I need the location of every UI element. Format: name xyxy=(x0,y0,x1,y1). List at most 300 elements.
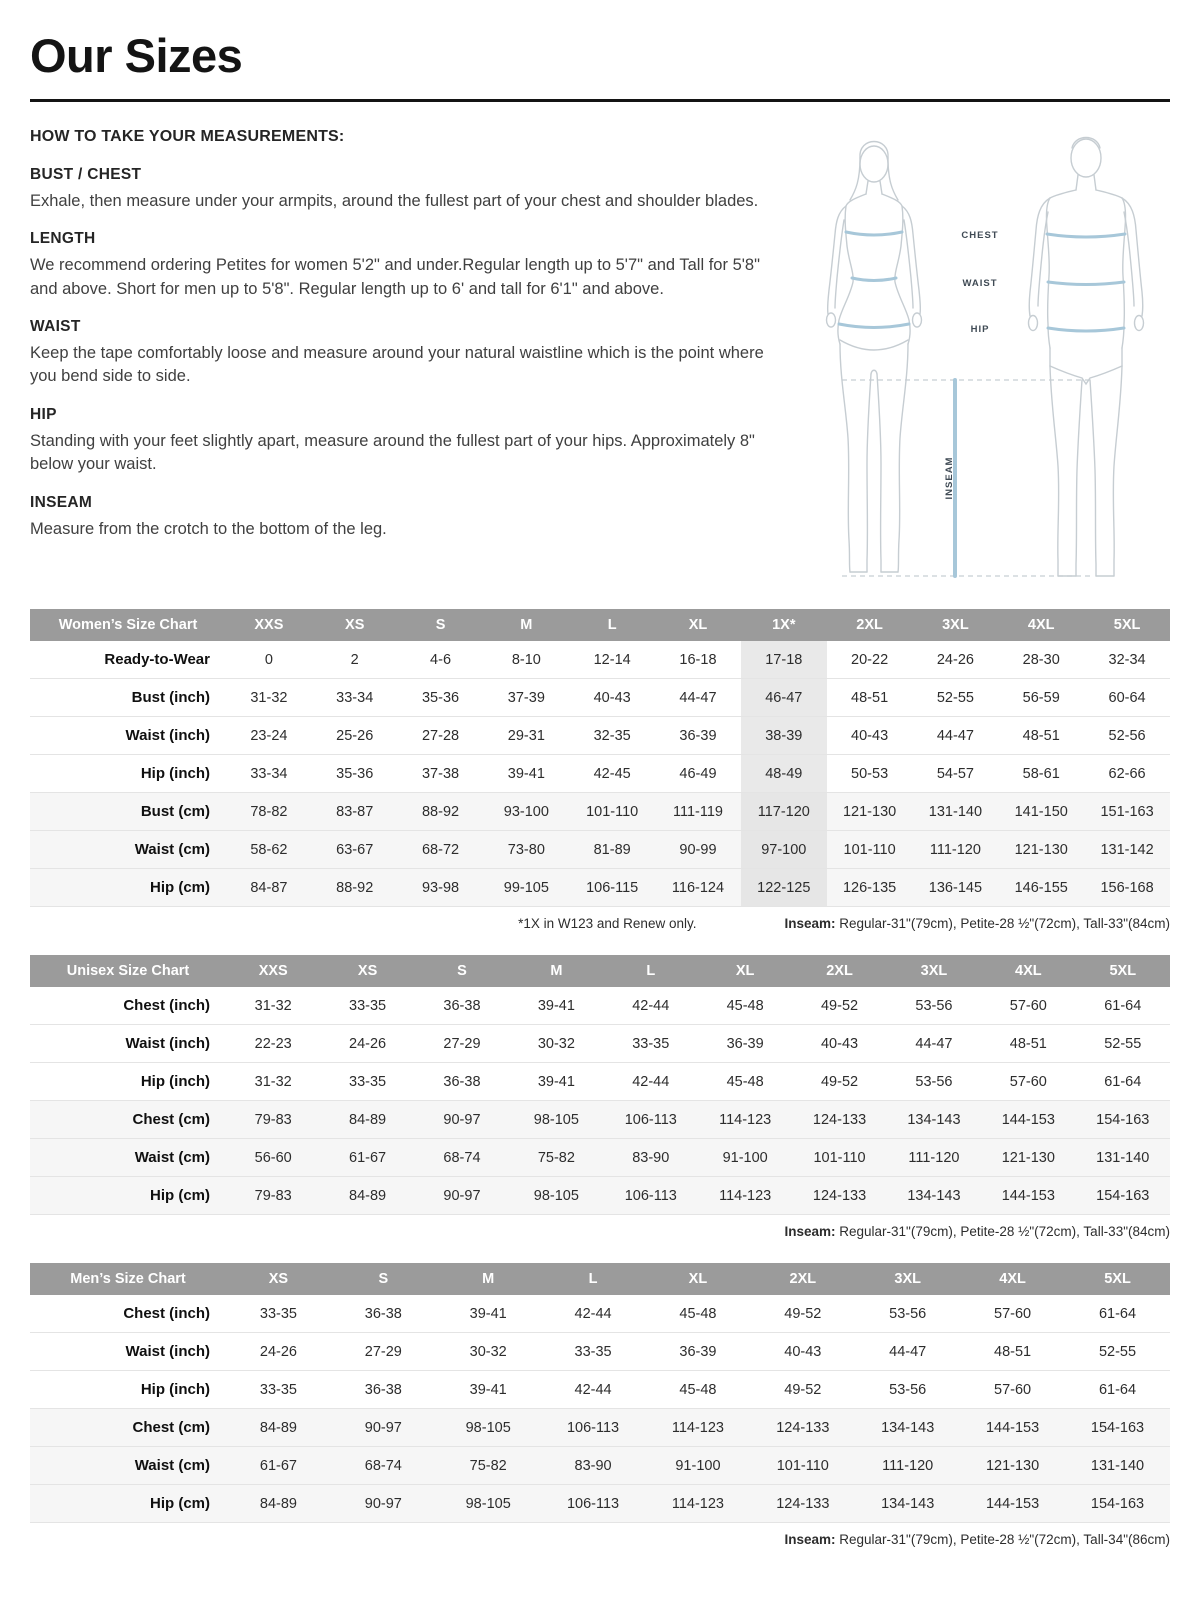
instructions-heading: HOW TO TAKE YOUR MEASUREMENTS: xyxy=(30,128,345,145)
value-cell: 68-74 xyxy=(415,1139,509,1177)
value-cell: 131-140 xyxy=(1076,1139,1170,1177)
value-cell: 33-35 xyxy=(226,1295,331,1333)
header-row xyxy=(30,1263,1170,1295)
column-header: M xyxy=(483,609,569,641)
section-body: Measure from the crotch to the bottom of the leg. xyxy=(30,519,387,538)
value-cell: 131-140 xyxy=(1065,1447,1170,1485)
value-cell: 39-41 xyxy=(483,755,569,793)
column-header: 3XL xyxy=(855,1263,960,1295)
value-cell: 93-98 xyxy=(398,869,484,907)
value-cell: 2 xyxy=(312,641,398,679)
table-row xyxy=(30,1371,1170,1409)
value-cell: 23-24 xyxy=(226,717,312,755)
value-cell: 68-74 xyxy=(331,1447,436,1485)
value-cell: 90-97 xyxy=(331,1409,436,1447)
value-cell: 90-97 xyxy=(415,1101,509,1139)
value-cell: 53-56 xyxy=(887,987,981,1025)
value-cell: 37-38 xyxy=(398,755,484,793)
value-cell: 44-47 xyxy=(913,717,999,755)
header-row xyxy=(30,609,1170,641)
value-cell: 38-39 xyxy=(741,717,827,755)
value-cell: 33-34 xyxy=(312,679,398,717)
value-cell: 106-113 xyxy=(541,1409,646,1447)
value-cell: 88-92 xyxy=(398,793,484,831)
value-cell: 27-28 xyxy=(398,717,484,755)
section-body: Keep the tape comfortably loose and measure around your natural waistline which is the point where you bend side to side. xyxy=(30,343,764,386)
section-title: BUST / CHEST xyxy=(30,165,142,183)
table-row xyxy=(30,641,1170,679)
column-header: 2XL xyxy=(827,609,913,641)
column-header: S xyxy=(398,609,484,641)
value-cell: 83-90 xyxy=(604,1139,698,1177)
section-title: LENGTH xyxy=(30,230,96,248)
row-label: Waist (cm) xyxy=(30,831,226,869)
value-cell: 48-51 xyxy=(998,717,1084,755)
section-title: WAIST xyxy=(30,317,81,335)
womens-size-chart-table xyxy=(30,609,1170,907)
value-cell: 32-34 xyxy=(1084,641,1170,679)
section-title: HIP xyxy=(30,405,57,423)
table-row xyxy=(30,831,1170,869)
column-header: XL xyxy=(646,1263,751,1295)
row-label: Chest (cm) xyxy=(30,1409,226,1447)
value-cell: 4-6 xyxy=(398,641,484,679)
value-cell: 28-30 xyxy=(998,641,1084,679)
value-cell: 61-64 xyxy=(1065,1295,1170,1333)
value-cell: 90-99 xyxy=(655,831,741,869)
value-cell: 61-64 xyxy=(1065,1371,1170,1409)
value-cell: 99-105 xyxy=(483,869,569,907)
value-cell: 154-163 xyxy=(1065,1485,1170,1523)
value-cell: 58-62 xyxy=(226,831,312,869)
value-cell: 31-32 xyxy=(226,1063,320,1101)
male-chest-line xyxy=(1047,234,1125,237)
value-cell: 37-39 xyxy=(483,679,569,717)
instruction-section-hip xyxy=(30,404,778,477)
value-cell: 57-60 xyxy=(981,1063,1075,1101)
value-cell: 42-45 xyxy=(569,755,655,793)
row-label: Waist (cm) xyxy=(30,1139,226,1177)
row-label: Ready-to-Wear xyxy=(30,641,226,679)
value-cell: 46-47 xyxy=(741,679,827,717)
table-footnotes xyxy=(30,916,1170,931)
value-cell: 36-38 xyxy=(331,1295,436,1333)
value-cell: 111-119 xyxy=(655,793,741,831)
value-cell: 40-43 xyxy=(792,1025,886,1063)
value-cell: 57-60 xyxy=(981,987,1075,1025)
value-cell: 33-34 xyxy=(226,755,312,793)
value-cell: 20-22 xyxy=(827,641,913,679)
value-cell: 124-133 xyxy=(792,1101,886,1139)
value-cell: 90-97 xyxy=(415,1177,509,1215)
value-cell: 88-92 xyxy=(312,869,398,907)
table-title: Men’s Size Chart xyxy=(30,1263,226,1295)
value-cell: 44-47 xyxy=(887,1025,981,1063)
instruction-section-bust xyxy=(30,164,778,213)
value-cell: 58-61 xyxy=(998,755,1084,793)
value-cell: 33-35 xyxy=(320,1063,414,1101)
value-cell: 52-55 xyxy=(1065,1333,1170,1371)
table-row xyxy=(30,1139,1170,1177)
value-cell: 61-67 xyxy=(226,1447,331,1485)
inseam-footnote: Inseam: Regular-31"(79cm), Petite-28 ½"(72cm), Tall-33"(84cm) xyxy=(784,916,1170,931)
table-footnotes xyxy=(30,1532,1170,1547)
value-cell: 63-67 xyxy=(312,831,398,869)
column-header: 3XL xyxy=(887,955,981,987)
value-cell: 35-36 xyxy=(398,679,484,717)
table-row xyxy=(30,717,1170,755)
value-cell: 90-97 xyxy=(331,1485,436,1523)
tables-host xyxy=(30,609,1170,1547)
column-header: 4XL xyxy=(981,955,1075,987)
value-cell: 33-35 xyxy=(226,1371,331,1409)
value-cell: 48-51 xyxy=(827,679,913,717)
value-cell: 62-66 xyxy=(1084,755,1170,793)
value-cell: 39-41 xyxy=(436,1371,541,1409)
value-cell: 144-153 xyxy=(981,1177,1075,1215)
value-cell: 48-51 xyxy=(960,1333,1065,1371)
value-cell: 22-23 xyxy=(226,1025,320,1063)
body-measurement-diagram xyxy=(796,128,1164,590)
row-label: Waist (inch) xyxy=(30,1025,226,1063)
table-row xyxy=(30,793,1170,831)
column-header: L xyxy=(569,609,655,641)
value-cell: 36-39 xyxy=(655,717,741,755)
value-cell: 83-90 xyxy=(541,1447,646,1485)
column-header: M xyxy=(509,955,603,987)
value-cell: 29-31 xyxy=(483,717,569,755)
value-cell: 122-125 xyxy=(741,869,827,907)
value-cell: 42-44 xyxy=(541,1295,646,1333)
row-label: Bust (inch) xyxy=(30,679,226,717)
value-cell: 61-64 xyxy=(1076,987,1170,1025)
row-label: Chest (cm) xyxy=(30,1101,226,1139)
mens-size-chart xyxy=(30,1263,1170,1547)
instruction-section-length xyxy=(30,228,778,301)
male-hip-line xyxy=(1048,328,1124,331)
value-cell: 57-60 xyxy=(960,1295,1065,1333)
row-label: Hip (inch) xyxy=(30,1063,226,1101)
value-cell: 50-53 xyxy=(827,755,913,793)
asterisk-footnote: *1X in W123 and Renew only. xyxy=(518,916,697,931)
value-cell: 31-32 xyxy=(226,679,312,717)
column-header: XXS xyxy=(226,609,312,641)
value-cell: 36-38 xyxy=(331,1371,436,1409)
value-cell: 27-29 xyxy=(415,1025,509,1063)
value-cell: 52-55 xyxy=(1076,1025,1170,1063)
value-cell: 49-52 xyxy=(750,1371,855,1409)
value-cell: 126-135 xyxy=(827,869,913,907)
value-cell: 49-52 xyxy=(750,1295,855,1333)
female-waist-line xyxy=(852,278,896,281)
value-cell: 121-130 xyxy=(981,1139,1075,1177)
value-cell: 36-39 xyxy=(698,1025,792,1063)
value-cell: 46-49 xyxy=(655,755,741,793)
value-cell: 84-89 xyxy=(320,1177,414,1215)
value-cell: 0 xyxy=(226,641,312,679)
value-cell: 57-60 xyxy=(960,1371,1065,1409)
womens-size-chart xyxy=(30,609,1170,931)
value-cell: 60-64 xyxy=(1084,679,1170,717)
column-header: XS xyxy=(312,609,398,641)
column-header: 5XL xyxy=(1065,1263,1170,1295)
row-label: Hip (inch) xyxy=(30,755,226,793)
measurement-figure-illustration xyxy=(796,126,1164,595)
column-header: 5XL xyxy=(1084,609,1170,641)
section-title: INSEAM xyxy=(30,493,93,511)
column-header: 4XL xyxy=(960,1263,1065,1295)
value-cell: 111-120 xyxy=(887,1139,981,1177)
column-header: M xyxy=(436,1263,541,1295)
value-cell: 84-89 xyxy=(226,1485,331,1523)
section-body: We recommend ordering Petites for women 5'2" and under.Regular length up to 5'7" and Tall for 5'8" and above. Short for men up to 5'8". Regular length up to 6' and tall for 6'1" and above. xyxy=(30,256,760,298)
instruction-section-inseam xyxy=(30,492,778,541)
table-footnotes xyxy=(30,1224,1170,1239)
value-cell: 97-100 xyxy=(741,831,827,869)
value-cell: 101-110 xyxy=(750,1447,855,1485)
header-row xyxy=(30,955,1170,987)
value-cell: 48-49 xyxy=(741,755,827,793)
male-waist-line xyxy=(1048,282,1124,285)
table-row xyxy=(30,1025,1170,1063)
value-cell: 32-35 xyxy=(569,717,655,755)
value-cell: 31-32 xyxy=(226,987,320,1025)
value-cell: 24-26 xyxy=(913,641,999,679)
value-cell: 56-59 xyxy=(998,679,1084,717)
value-cell: 84-89 xyxy=(226,1409,331,1447)
value-cell: 84-87 xyxy=(226,869,312,907)
value-cell: 91-100 xyxy=(646,1447,751,1485)
content-row xyxy=(30,126,1170,595)
value-cell: 45-48 xyxy=(646,1371,751,1409)
value-cell: 136-145 xyxy=(913,869,999,907)
value-cell: 101-110 xyxy=(827,831,913,869)
value-cell: 81-89 xyxy=(569,831,655,869)
row-label: Waist (inch) xyxy=(30,1333,226,1371)
value-cell: 79-83 xyxy=(226,1177,320,1215)
value-cell: 49-52 xyxy=(792,1063,886,1101)
value-cell: 24-26 xyxy=(320,1025,414,1063)
value-cell: 17-18 xyxy=(741,641,827,679)
value-cell: 106-113 xyxy=(604,1177,698,1215)
value-cell: 154-163 xyxy=(1076,1177,1170,1215)
chest-label: CHEST xyxy=(961,230,999,241)
value-cell: 24-26 xyxy=(226,1333,331,1371)
table-row xyxy=(30,1333,1170,1371)
value-cell: 111-120 xyxy=(913,831,999,869)
unisex-size-chart-table xyxy=(30,955,1170,1215)
value-cell: 78-82 xyxy=(226,793,312,831)
value-cell: 61-67 xyxy=(320,1139,414,1177)
value-cell: 16-18 xyxy=(655,641,741,679)
value-cell: 52-55 xyxy=(913,679,999,717)
section-body: Standing with your feet slightly apart, measure around the fullest part of your hips. Approximately 8" below your waist. xyxy=(30,431,755,474)
value-cell: 35-36 xyxy=(312,755,398,793)
column-header: 3XL xyxy=(913,609,999,641)
inseam-label: INSEAM xyxy=(944,456,955,500)
value-cell: 154-163 xyxy=(1065,1409,1170,1447)
value-cell: 116-124 xyxy=(655,869,741,907)
value-cell: 39-41 xyxy=(509,987,603,1025)
row-label: Hip (cm) xyxy=(30,1177,226,1215)
title-divider xyxy=(30,99,1170,102)
value-cell: 106-113 xyxy=(604,1101,698,1139)
row-label: Chest (inch) xyxy=(30,1295,226,1333)
value-cell: 106-113 xyxy=(541,1485,646,1523)
value-cell: 91-100 xyxy=(698,1139,792,1177)
column-header: L xyxy=(541,1263,646,1295)
value-cell: 30-32 xyxy=(509,1025,603,1063)
value-cell: 144-153 xyxy=(960,1409,1065,1447)
value-cell: 45-48 xyxy=(646,1295,751,1333)
value-cell: 61-64 xyxy=(1076,1063,1170,1101)
value-cell: 73-80 xyxy=(483,831,569,869)
value-cell: 75-82 xyxy=(436,1447,541,1485)
value-cell: 84-89 xyxy=(320,1101,414,1139)
column-header: 5XL xyxy=(1076,955,1170,987)
column-header: 4XL xyxy=(998,609,1084,641)
value-cell: 114-123 xyxy=(646,1409,751,1447)
female-figure-outline xyxy=(827,142,922,573)
value-cell: 106-115 xyxy=(569,869,655,907)
value-cell: 93-100 xyxy=(483,793,569,831)
value-cell: 30-32 xyxy=(436,1333,541,1371)
row-label: Waist (cm) xyxy=(30,1447,226,1485)
value-cell: 134-143 xyxy=(887,1177,981,1215)
column-header: XL xyxy=(698,955,792,987)
value-cell: 53-56 xyxy=(855,1295,960,1333)
column-header: XS xyxy=(226,1263,331,1295)
value-cell: 124-133 xyxy=(750,1485,855,1523)
value-cell: 144-153 xyxy=(960,1485,1065,1523)
value-cell: 98-105 xyxy=(436,1485,541,1523)
value-cell: 44-47 xyxy=(655,679,741,717)
value-cell: 156-168 xyxy=(1084,869,1170,907)
value-cell: 40-43 xyxy=(569,679,655,717)
value-cell: 101-110 xyxy=(792,1139,886,1177)
value-cell: 101-110 xyxy=(569,793,655,831)
value-cell: 121-130 xyxy=(827,793,913,831)
value-cell: 111-120 xyxy=(855,1447,960,1485)
value-cell: 33-35 xyxy=(541,1333,646,1371)
waist-label: WAIST xyxy=(962,278,998,289)
value-cell: 25-26 xyxy=(312,717,398,755)
value-cell: 36-38 xyxy=(415,987,509,1025)
value-cell: 134-143 xyxy=(855,1485,960,1523)
male-figure-outline xyxy=(1029,138,1144,577)
value-cell: 121-130 xyxy=(960,1447,1065,1485)
row-label: Bust (cm) xyxy=(30,793,226,831)
value-cell: 117-120 xyxy=(741,793,827,831)
value-cell: 12-14 xyxy=(569,641,655,679)
value-cell: 141-150 xyxy=(998,793,1084,831)
value-cell: 45-48 xyxy=(698,1063,792,1101)
value-cell: 134-143 xyxy=(855,1409,960,1447)
mens-size-chart-table xyxy=(30,1263,1170,1523)
column-header: L xyxy=(604,955,698,987)
column-header: XS xyxy=(320,955,414,987)
value-cell: 146-155 xyxy=(998,869,1084,907)
section-body: Exhale, then measure under your armpits, around the fullest part of your chest and shoulder blades. xyxy=(30,191,759,210)
table-row xyxy=(30,1295,1170,1333)
value-cell: 42-44 xyxy=(604,1063,698,1101)
inseam-footnote: Inseam: Regular-31"(79cm), Petite-28 ½"(72cm), Tall-34"(86cm) xyxy=(784,1532,1170,1547)
value-cell: 40-43 xyxy=(750,1333,855,1371)
value-cell: 54-57 xyxy=(913,755,999,793)
value-cell: 83-87 xyxy=(312,793,398,831)
value-cell: 53-56 xyxy=(887,1063,981,1101)
value-cell: 39-41 xyxy=(436,1295,541,1333)
table-row xyxy=(30,679,1170,717)
value-cell: 79-83 xyxy=(226,1101,320,1139)
value-cell: 49-52 xyxy=(792,987,886,1025)
column-header: S xyxy=(331,1263,436,1295)
value-cell: 36-38 xyxy=(415,1063,509,1101)
female-hip-line xyxy=(839,324,909,328)
value-cell: 131-142 xyxy=(1084,831,1170,869)
value-cell: 48-51 xyxy=(981,1025,1075,1063)
table-row xyxy=(30,1063,1170,1101)
measurement-instructions xyxy=(30,126,778,595)
table-row xyxy=(30,869,1170,907)
column-header: 2XL xyxy=(750,1263,855,1295)
value-cell: 154-163 xyxy=(1076,1101,1170,1139)
value-cell: 56-60 xyxy=(226,1139,320,1177)
value-cell: 42-44 xyxy=(541,1371,646,1409)
value-cell: 124-133 xyxy=(792,1177,886,1215)
value-cell: 44-47 xyxy=(855,1333,960,1371)
table-title: Women’s Size Chart xyxy=(30,609,226,641)
column-header: 2XL xyxy=(792,955,886,987)
inseam-footnote: Inseam: Regular-31"(79cm), Petite-28 ½"(72cm), Tall-33"(84cm) xyxy=(784,1224,1170,1239)
table-row xyxy=(30,1485,1170,1523)
table-row xyxy=(30,1177,1170,1215)
table-row xyxy=(30,755,1170,793)
value-cell: 27-29 xyxy=(331,1333,436,1371)
value-cell: 52-56 xyxy=(1084,717,1170,755)
hip-label: HIP xyxy=(970,324,990,335)
value-cell: 33-35 xyxy=(604,1025,698,1063)
row-label: Hip (inch) xyxy=(30,1371,226,1409)
value-cell: 144-153 xyxy=(981,1101,1075,1139)
unisex-size-chart xyxy=(30,955,1170,1239)
value-cell: 39-41 xyxy=(509,1063,603,1101)
row-label: Hip (cm) xyxy=(30,869,226,907)
value-cell: 131-140 xyxy=(913,793,999,831)
value-cell: 98-105 xyxy=(436,1409,541,1447)
value-cell: 124-133 xyxy=(750,1409,855,1447)
female-chest-line xyxy=(846,232,902,235)
table-title: Unisex Size Chart xyxy=(30,955,226,987)
table-row xyxy=(30,1447,1170,1485)
instruction-section-waist xyxy=(30,316,778,389)
column-header: XL xyxy=(655,609,741,641)
value-cell: 114-123 xyxy=(698,1177,792,1215)
value-cell: 33-35 xyxy=(320,987,414,1025)
value-cell: 53-56 xyxy=(855,1371,960,1409)
value-cell: 40-43 xyxy=(827,717,913,755)
table-row xyxy=(30,987,1170,1025)
row-label: Chest (inch) xyxy=(30,987,226,1025)
column-header: S xyxy=(415,955,509,987)
table-row xyxy=(30,1409,1170,1447)
value-cell: 36-39 xyxy=(646,1333,751,1371)
value-cell: 42-44 xyxy=(604,987,698,1025)
table-row xyxy=(30,1101,1170,1139)
value-cell: 45-48 xyxy=(698,987,792,1025)
value-cell: 68-72 xyxy=(398,831,484,869)
value-cell: 8-10 xyxy=(483,641,569,679)
